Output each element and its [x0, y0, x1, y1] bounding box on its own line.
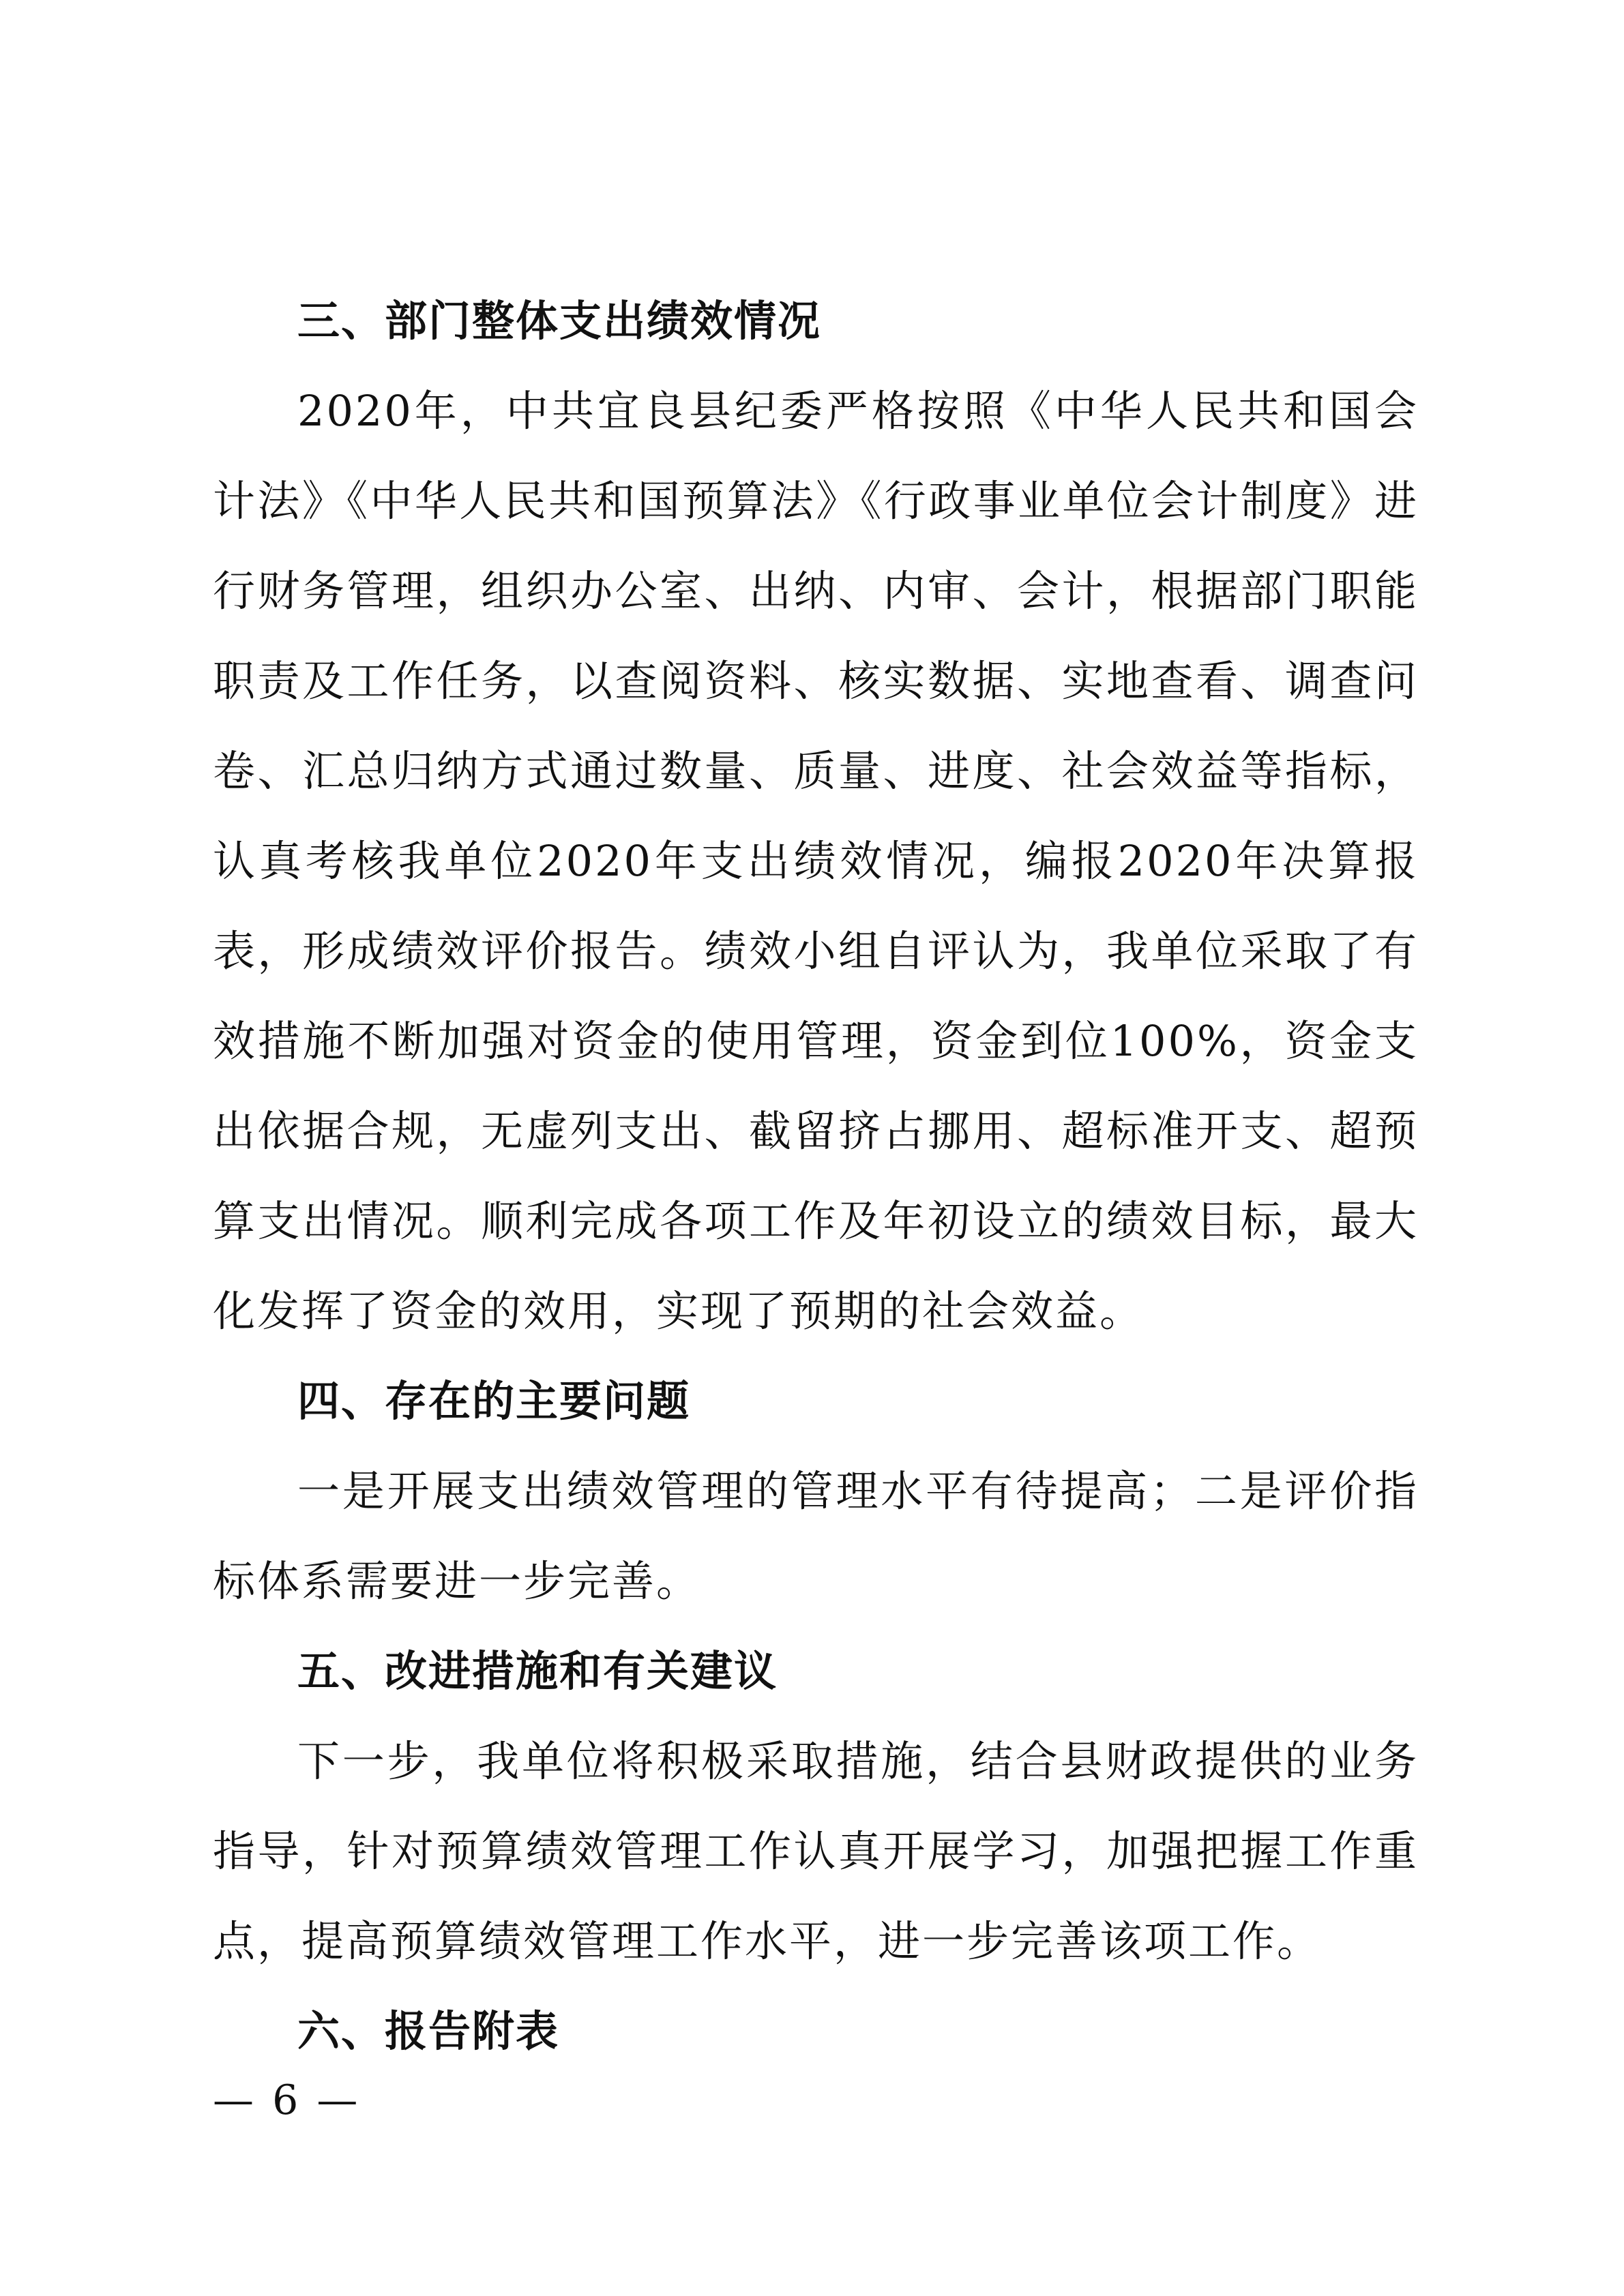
section-heading-improvements: 五、改进措施和有关建议: [297, 1646, 778, 1696]
section-paragraph-problems: 一是开展支出绩效管理的管理水平有待提高；二是评价指标体系需要进一步完善。: [213, 1466, 1419, 1606]
section-heading-problems: 四、存在的主要问题: [297, 1376, 691, 1426]
document-body: [213, 276, 1419, 2076]
section-heading-attachments: 六、报告附表: [297, 2006, 560, 2056]
section-paragraph-performance: 2020年，中共宜良县纪委严格按照《中华人民共和国会计法》《中华人民共和国预算法》《行政事业单位会计制度》进行财务管理，组织办公室、出纳、内审、会计，根据部门职能职责及工作任务，以查阅资料、核实数据、实地查看、调查问卷、汇总归纳方式通过数量、质量、进度、社会效益等指标，认真考核我单位2020年支出绩效情况，编报2020年决算报表，形成绩效评价报告。绩效小组自评认为，我单位采取了有效措施不断加强对资金的使用管理，资金到位100%，资金支出依据合规，无虚列支出、截留挤占挪用、超标准开支、超预算支出情况。顺利完成各项工作及年初设立的绩效目标，最大化发挥了资金的效用，实现了预期的社会效益。: [213, 386, 1419, 1336]
page-number: — 6 —: [213, 2076, 361, 2124]
section-paragraph-improvements: 下一步，我单位将积极采取措施，结合县财政提供的业务指导，针对预算绩效管理工作认真开展学习，加强把握工作重点，提高预算绩效管理工作水平，进一步完善该项工作。: [213, 1736, 1419, 1966]
section-heading-performance: 三、部门整体支出绩效情况: [297, 296, 822, 346]
